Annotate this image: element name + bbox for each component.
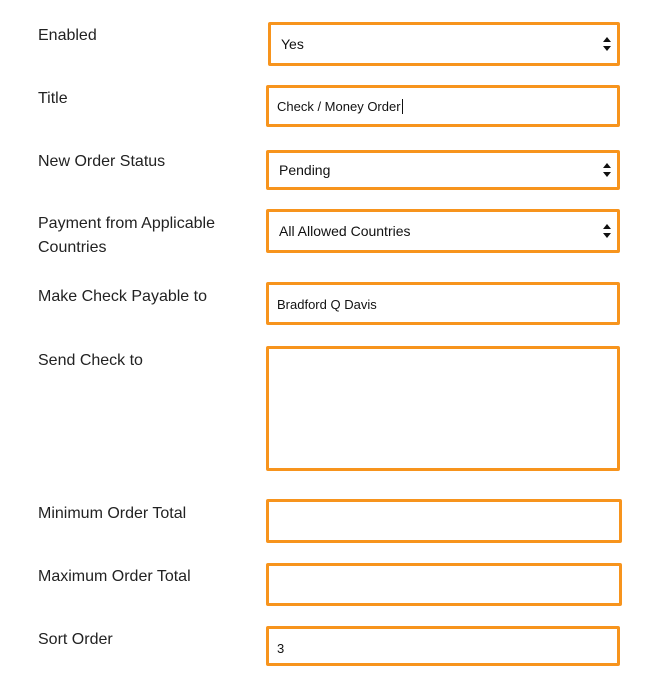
payable-to-input-value: Bradford Q Davis xyxy=(277,297,377,312)
payable-to-input[interactable] xyxy=(266,282,620,325)
payable-to-label: Make Check Payable to xyxy=(38,288,207,305)
send-check-to-textarea[interactable] xyxy=(266,346,620,471)
title-input-value: Check / Money Order xyxy=(277,99,401,114)
send-check-to-label: Send Check to xyxy=(38,352,143,369)
sort-order-label: Sort Order xyxy=(38,631,113,648)
title-input[interactable] xyxy=(266,85,620,127)
min-order-total-input[interactable] xyxy=(266,499,622,543)
enabled-select-value: Yes xyxy=(281,36,304,52)
max-order-total-input[interactable] xyxy=(266,563,622,606)
text-cursor xyxy=(402,99,403,114)
new-order-status-select[interactable] xyxy=(266,150,620,190)
max-order-total-label: Maximum Order Total xyxy=(38,568,191,585)
min-order-total-label: Minimum Order Total xyxy=(38,505,187,522)
enabled-label: Enabled xyxy=(38,27,97,44)
title-label: Title xyxy=(38,90,68,107)
sort-order-input-value: 3 xyxy=(277,641,285,656)
payment-countries-label-line2: Countries xyxy=(38,239,107,256)
sort-order-input[interactable] xyxy=(266,626,620,666)
payment-countries-select[interactable] xyxy=(266,209,620,253)
new-order-status-select-value: Pending xyxy=(279,162,331,178)
enabled-select[interactable] xyxy=(268,22,620,66)
new-order-status-label: New Order Status xyxy=(38,153,166,170)
payment-countries-select-value: All Allowed Countries xyxy=(279,223,411,239)
up-down-arrows-icon xyxy=(603,224,611,238)
up-down-arrows-icon xyxy=(603,163,611,177)
up-down-arrows-icon xyxy=(603,37,611,51)
payment-countries-label-line1: Payment from Applicable xyxy=(38,215,215,232)
